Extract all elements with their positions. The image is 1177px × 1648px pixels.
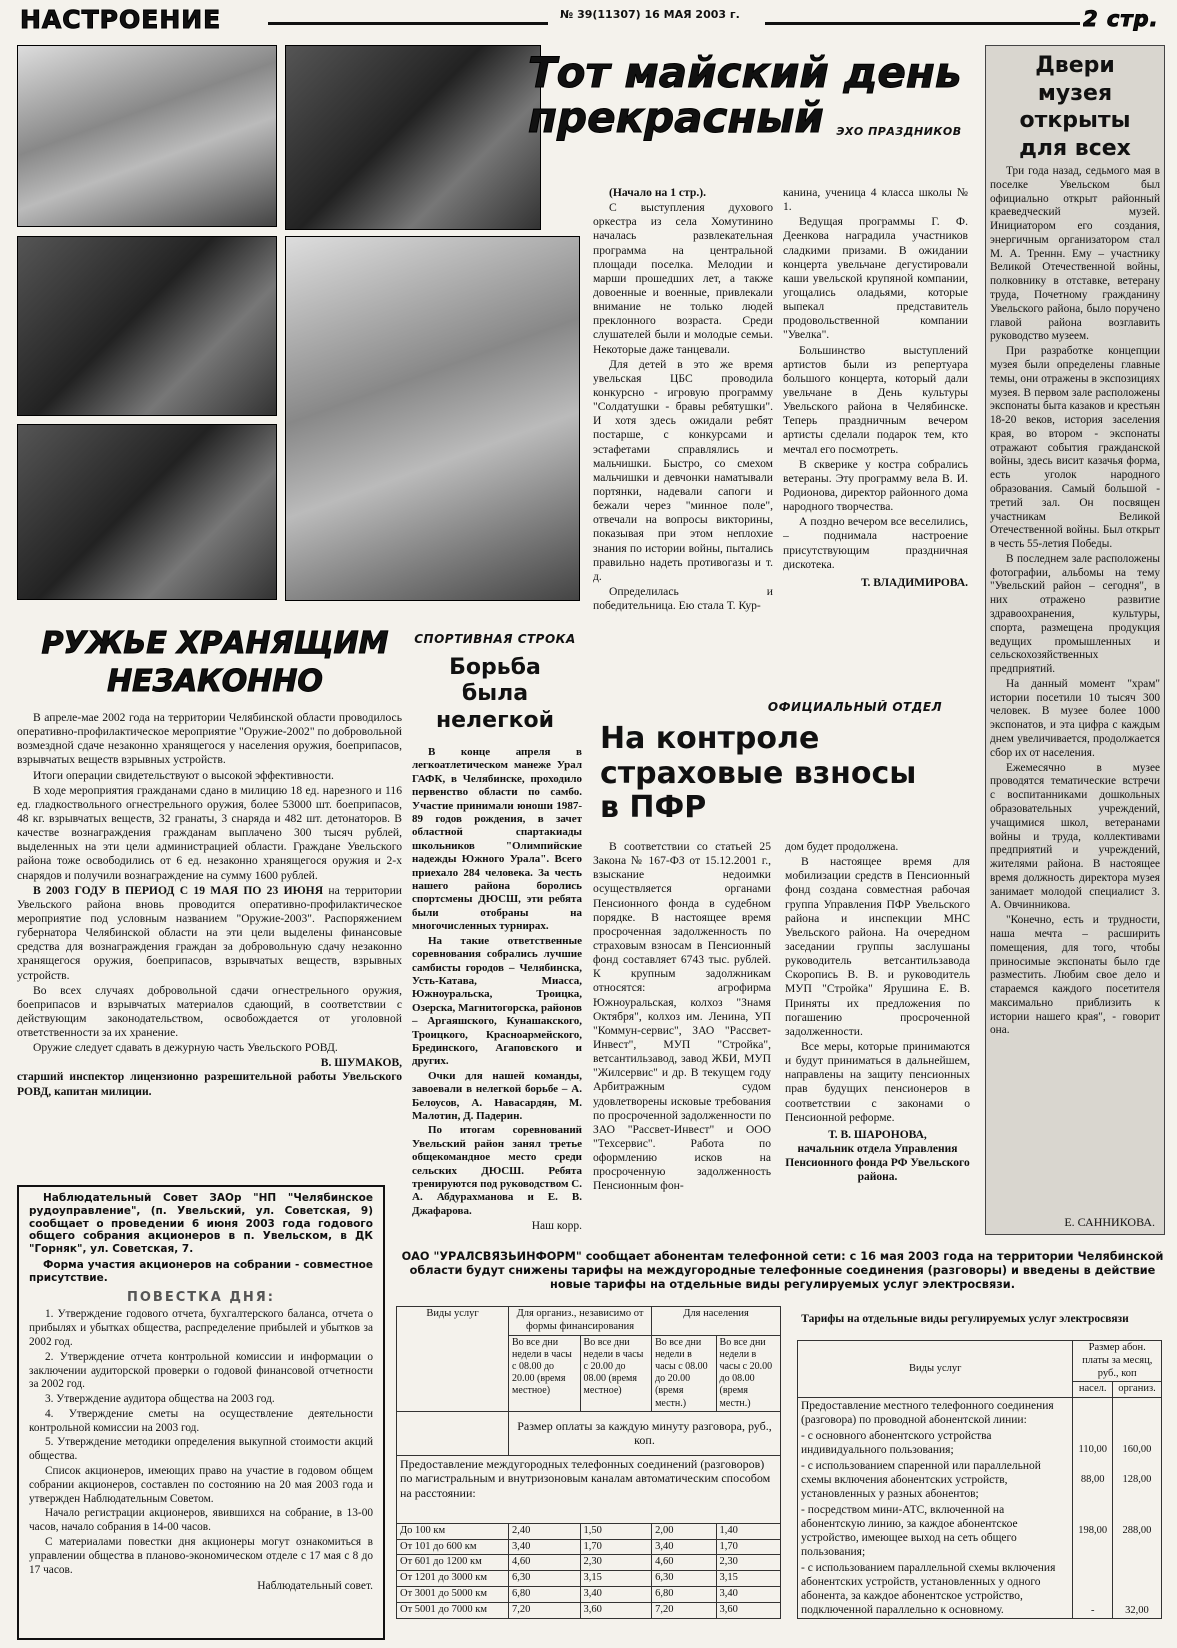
holiday-p: канина, ученица 4 класса школы № 1. [783, 186, 968, 214]
guns-p [17, 884, 402, 983]
holiday-p: С выступления духового оркестра из села Хомутинино началась развлекательная программа на центральной площади поселка. Мелодии и марши прошедших лет, а также довоенные и военные, привлекали внимание не только людей преклонного возраста. Среди слушателей были и молодые семьи. Некоторые даже танцевали. [593, 201, 773, 356]
t1-row [397, 1555, 781, 1571]
sport-p: По итогам соревнований Увельский район занял третье общекомандное место среди сельских ДЮСШ. Ребята тренируются под руководством С. А. Абдурахманова и Е. В. Джафарова. [412, 1124, 582, 1217]
long-distance-table [396, 1306, 781, 1619]
holiday-kicker: ЭХО ПРАЗДНИКОВ [836, 125, 962, 138]
t1-cell: 2,30 [580, 1555, 652, 1571]
guns-title: РУЖЬЕ ХРАНЯЩИМ НЕЗАКОННО [41, 626, 389, 699]
t2-row [798, 1458, 1162, 1502]
pension-author: Т. В. ШАРОНОВА, [828, 1128, 927, 1141]
agenda-list [29, 1308, 373, 1577]
t1-h-pop: Для населения [652, 1307, 781, 1336]
holiday-p: Ведущая программы Г. Ф. Деенкова наградила участников сладкими призами. В ожидании концерта увельчане дегустировали каши увельской крупяной компании, угощались оладьями, которые выпекал представитель продовольственной компании "Увелка". [783, 215, 968, 342]
holiday-author: Т. ВЛАДИМИРОВА. [860, 576, 968, 589]
holiday-col-2 [783, 186, 968, 666]
agenda-item: 4. Утверждение сметы на осуществление деятельности контрольной комиссии на 2003 год. [29, 1407, 373, 1434]
t1-cell: От 601 до 1200 км [397, 1555, 509, 1571]
t1-row [397, 1602, 781, 1618]
holiday-title: Тот майский день прекрасный [528, 50, 962, 143]
t1-sub: Во все дни недели в часы с 20.00 до 08.00 (время местное) [580, 1335, 652, 1411]
museum-p: На данный момент "храм" истории посетили 10 тысяч 300 человек. В музее более 1000 экспонатов, и эта цифра с каждым днем увеличивается, продолжается сбор их от населения. [990, 677, 1160, 759]
museum-p: "Конечно, есть и трудности, наша мечта – расширить помещения, для того, чтобы приносимые экспонаты было где разместить. Любим свое дело и стараемся каждого посетителя максимально приблизить к истории нашего края", - говорит она. [990, 914, 1160, 1037]
tariffs-table-2-title: Тарифы на отдельные виды регулируемых услуг электросвязи [801, 1313, 1129, 1325]
holiday-p: Большинство выступлений артистов были из репертуара большого концерта, который дали увельчане в День культуры Увельского района в Челябинске. Теперь праздничным вечером артисты сделали подарок тем, кто мечтал его посмотреть. [783, 343, 968, 456]
t1-price-label: Размер оплаты за каждую минуту разговора, руб., коп. [509, 1411, 781, 1455]
holiday-p: Для детей в это же время увельская ЦБС проводила конкурсно - игровую программу "Солдатушки - бравы ребятушки". И хотя здесь ожидали ребят постарше, с конкурсами и эстафетами справлялись и мальчишки. Быстро, со смехом мальчишки и девчонки наматывали портянки, надевали сапоги и бежали через "минное поле", отвечали на вопросы викторины, показывая при этом неплохие знания по истории войны, пытались правильно надеть противогазы и т. д. [593, 357, 773, 583]
pension-p: Все меры, которые принимаются и будут приниматься в дальнейшем, направлены на защиту пенсионных прав будущих пенсионеров в соответствии с законами о Пенсионной реформе. [785, 1039, 970, 1124]
guns-bold-rest: на территории Увельского района вновь проводится оперативно-профилактическое мероприятие под условным названием "Оружие-2003". Распоряжением губернатора Челябинской области на эти цели выделены финансовые средства для вознаграждения граждан за добровольную сдачу незаконно хранящегося оружия, боеприпасов, взрывчатых веществ, взрывных устройств. [17, 883, 402, 982]
tariffs-announcement: ОАО "УРАЛСВЯЗЬИНФОРМ" сообщает абонентам телефонной сети: с 16 мая 2003 года на территории Челябинской области будут снижены тарифы на междугородные телефонные соединения (разговоры) и введены в действие новые тарифы на отдельные виды регулируемых услуг электросвязи. [401, 1250, 1164, 1292]
guns-p: В ходе мероприятия гражданами сдано в милицию 18 ед. нарезного и 116 ед. гладкоствольного огнестрельного оружия, более 53000 шт. боеприпасов, 48 кг. взрывчатых веществ, 32 гранаты, 3 снаряда и 482 шт. детонаторов. В качестве вознаграждения гражданам выплачено 300 тысяч рублей, выделенных на эти цели администрацией области. Граждане Увельского района тоже освободились от 6 ед. незаконно хранящегося оружия и 2-х снарядов и получили вознаграждение на сумму 1600 рублей. [17, 783, 402, 882]
t2-row [798, 1428, 1162, 1458]
t2-cell: - [1073, 1560, 1113, 1619]
t2-cell: 288,00 [1112, 1502, 1161, 1560]
t1-cell: 3,60 [716, 1602, 780, 1618]
guns-position: старший инспектор лицензионно разрешительной работы Увельского РОВД, капитан милиции. [17, 1070, 402, 1098]
header-rule-left [268, 22, 548, 25]
sport-author: Наш корр. [531, 1220, 582, 1233]
photo-singer [285, 236, 580, 601]
pension-title: На контроле страховые взносы в ПФР [600, 722, 917, 825]
sport-title: Борьба была нелегкой [435, 655, 555, 733]
agenda-item: 5. Утверждение методики определения выкупной стоимости акций общества. [29, 1436, 373, 1463]
t1-cell: От 1201 до 3000 км [397, 1571, 509, 1587]
pension-p: В настоящее время для мобилизации средств в Пенсионный фонд создана совместная рабочая группа Управления ПФР Увельского района и инспекции МНС Увельского района. На очередном заседании группы заслушаны руководитель ветсантильзавода Скоропись В. В. и руководитель МУП "Стройка" Ярушина Е. В. Приняты их предложения по погашению просроченной задолженности. [785, 855, 970, 1038]
t1-h-org: Для организ., независимо от формы финансирования [509, 1307, 652, 1336]
t2-h-price: Размер абон. платы за месяц, руб., коп [1073, 1341, 1162, 1382]
sport-text [412, 746, 582, 1236]
meeting-note: Список акционеров, имеющих право на участие в годовом общем собрании акционеров, составлен по состоянию на 20 мая 2003 года и утвержден Наблюдательным Советом. [29, 1465, 373, 1505]
agenda-item: 1. Утверждение годового отчета, бухгалтерского баланса, отчета о прибылях и убытках общества, распределение прибылей и убытков за 2002 год. [29, 1308, 373, 1348]
t1-cell: 3,40 [509, 1539, 581, 1555]
t1-cell: 6,30 [652, 1571, 716, 1587]
t2-h-service: Виды услуг [798, 1341, 1073, 1398]
t2-h-pop: насел. [1073, 1382, 1113, 1398]
t2-cell: 110,00 [1073, 1428, 1113, 1458]
guns-p: Итоги операции свидетельствуют о высокой эффективности. [33, 768, 334, 782]
t1-h-service: Виды услуг [397, 1307, 509, 1412]
t2-row [798, 1502, 1162, 1560]
t1-cell: 7,20 [652, 1602, 716, 1618]
holiday-p: (Начало на 1 стр.). [609, 186, 707, 199]
t1-sub: Во все дни недели в часы с 08.00 до 20.00 (время местн.) [652, 1335, 716, 1411]
guns-bold-lead: В 2003 ГОДУ В ПЕРИОД С 19 МАЯ ПО 23 ИЮНЯ [33, 883, 324, 897]
pension-col-1 [593, 840, 771, 1235]
t2-cell: 128,00 [1112, 1458, 1161, 1502]
t1-cell: 3,40 [580, 1586, 652, 1602]
meeting-notice [17, 1185, 385, 1640]
meeting-note: С материалами повестки дня акционеры могут ознакомиться в управлении общества в планово-экономическом отделе с 17 мая с 8 до 17 часов. [29, 1535, 373, 1576]
t1-cell: 2,00 [652, 1523, 716, 1539]
agenda-title: ПОВЕСТКА ДНЯ: [126, 1289, 275, 1305]
regulated-services-table [797, 1340, 1162, 1619]
t1-cell: 7,20 [509, 1602, 581, 1618]
t1-cell: 2,30 [716, 1555, 780, 1571]
meeting-note: Начало регистрации акционеров, явившихся на собрание, в 13-00 часов, начало собрания в 14-00 часов. [29, 1507, 373, 1534]
tariffs-table-1 [396, 1306, 781, 1644]
t1-service-desc: Предоставление междугородных телефонных соединений (разговоров) по магистральным и внутризоновым каналам автоматическим способом на расстоянии: [397, 1455, 781, 1523]
guns-text [17, 711, 402, 1175]
t1-cell: 4,60 [652, 1555, 716, 1571]
header-rule-right [765, 22, 1080, 25]
photo-award [17, 424, 277, 600]
holiday-p: Определилась и победительница. Ею стала Т. Кур- [593, 584, 773, 613]
t2-row [798, 1560, 1162, 1619]
t2-cell: - с использованием спаренной или параллельной схемы включения абонентских устройств, установленных у разных абонентов; [798, 1458, 1073, 1502]
pension-kicker: ОФИЦИАЛЬНЫЙ ОТДЕЛ [767, 700, 943, 714]
guns-p: В апреле-мае 2002 года на территории Челябинской области проводилось оперативно-профилактическое мероприятие "Оружие-2002" по добровольной возмездной сдаче незаконно хранящегося у населения оружия, боеприпасов, взрывчатых веществ взрывных устройств. [17, 711, 402, 767]
photo-bicycle-race [17, 45, 277, 227]
t1-row [397, 1571, 781, 1587]
t1-cell: 1,70 [716, 1539, 780, 1555]
t1-sub: Во все дни недели в часы с 20.00 до 08.00 (время местн.) [716, 1335, 780, 1411]
t1-cell: 2,40 [509, 1523, 581, 1539]
t2-h-org: организ. [1112, 1382, 1161, 1398]
museum-p: Ежемесячно в музее проводятся тематические встречи с воспитанниками дошкольных образовательных учреждений, учащимися школ, ветеранами войны и труда, коллективами предприятий и учреждений, жителями района. В настоящее время должность директора музея занимает молодой специалист З. А. Овчинникова. [990, 761, 1160, 912]
t2-cell: - с основного абонентского устройства индивидуального пользования; [798, 1428, 1073, 1458]
guns-author: В. ШУМАКОВ, [320, 1057, 402, 1070]
t1-sub: Во все дни недели в часы с 08.00 до 20.00 (время местное) [509, 1335, 581, 1411]
meeting-form: Форма участия акционеров на собрании - совместное присутствие. [29, 1258, 373, 1284]
t2-cell: 32,00 [1112, 1560, 1161, 1619]
t1-cell: От 5001 до 7000 км [397, 1602, 509, 1618]
t1-row [397, 1539, 781, 1555]
guns-p: Во всех случаях добровольной сдачи огнестрельного оружия, боеприпасов и взрывчатых материалов сдающий, в соответствии с действующим законодательством, освобождается от уголовной ответственности за их хранение. [17, 983, 402, 1040]
t1-cell: 3,15 [716, 1571, 780, 1587]
t2-cell: 198,00 [1073, 1502, 1113, 1560]
t1-row [397, 1523, 781, 1539]
section-title: НАСТРОЕНИЕ [20, 5, 222, 34]
t1-row [397, 1586, 781, 1602]
agenda-item: 2. Утверждение отчета контрольной комиссии и информации о заключении аудиторской проверки о годовой финансовой отчетности за 2002 год. [29, 1350, 373, 1391]
t1-cell: До 100 км [397, 1523, 509, 1539]
meeting-intro: Наблюдательный Совет ЗАОр "НП "Челябинское рудоуправление", (п. Увельский, ул. Советская, 9) сообщает о проведении 6 июня 2003 года годового общего собрания акционеров в п. Увельском, в ДК "Горняк", ул. Советская, 7. [29, 1192, 373, 1256]
pension-p: В соответствии со статьей 25 Закона № 167-ФЗ от 15.12.2001 г., взыскание недоимки осуществляется органами Пенсионного фонда в судебном порядке. В настоящее время просроченная задолженность по страховым взносам в Пенсионный фонд составляет 6743 тыс. рублей. К крупным задолжникам относятся: агрофирма Южноуральская, колхоз "Знамя Октября", колхоз им. Ленина, УП "Коммун-сервис", ЗАО "Рассвет-Инвест", МУП "Стройка", ветсантильзавод, завод ЖБИ, МУП "Жилсервис" и др. В текущем году Арбитражным судом удовлетворены исковые требования по просроченной задолженности по ЗАО "Рассвет-Инвест" и ООО "Техсервис". Работа по оформлению исков на просроченную задолженность Пенсионным фон- [593, 840, 771, 1193]
t2-cell: 160,00 [1112, 1428, 1161, 1458]
museum-p: При разработке концепции музея были определены главные темы, они отражены в экспозициях музея. В первом зале расположены экспонаты быта казаков и крестьян 18-20 веков, история заселения края, во втором - экспонаты отражают события гражданской войны, здесь висит казачья форма, есть уголок народного образования. Самый большой - третий зал. Он посвящен участникам Великой Отечественной войны. Был открыт в честь 55-летия Победы. [990, 345, 1160, 551]
guns-p: Оружие следует сдавать в дежурную часть Увельского РОВД. [33, 1041, 338, 1055]
t1-cell: 1,40 [716, 1523, 780, 1539]
t2-desc: Предоставление местного телефонного соединения (разговора) по проводной абонентской линии: [798, 1398, 1073, 1429]
t1-cell: 3,40 [716, 1586, 780, 1602]
sport-p: Очки для нашей команды, завоевали в нелегкой борьбе – А. Белоусов, А. Навасардян, М. Малотин, Д. Падерин. [412, 1069, 582, 1122]
t1-cell: 1,50 [580, 1523, 652, 1539]
pension-position: начальник отдела Управления Пенсионного фонда РФ Увельского района. [785, 1142, 970, 1183]
museum-p: Три года назад, седьмого мая в поселке Увельском был официально открыт районный краеведческий музей. Инициатором его создания, энергичным организатором стал М. А. Треннн. Ему – участнику Великой Отечественной войны, полковнику в отставке, ветерану труда, Почетному гражданину Увельского района, было поручено главой района возглавить руководство музеем. [990, 165, 1160, 343]
t1-cell: 6,80 [652, 1586, 716, 1602]
museum-title: Двери музея открыты для всех [1019, 53, 1131, 161]
holiday-p: А поздно вечером все веселились, – поднимала настроение присутствующим праздничная дискотека. [783, 515, 968, 571]
t1-cell: 3,40 [652, 1539, 716, 1555]
agenda-item: 3. Утверждение аудитора общества на 2003 год. [45, 1393, 275, 1406]
pension-col-2 [785, 840, 970, 1235]
photo-runners [285, 45, 541, 230]
sport-p: На такие ответственные соревнования собрались лучшие самбисты городов – Челябинска, Усть-Катава, Миасса, Южноуральска, Троицка, Озерска, Магнитогорска, районов – Аргаяшского, Кунашакского, Троицкого, Красноармейского, Брединского, Агаповского и других. [412, 934, 582, 1068]
t1-cell: От 3001 до 5000 км [397, 1586, 509, 1602]
museum-author: Е. САННИКОВА. [1064, 1215, 1155, 1229]
issue-info: № 39(11307) 16 МАЯ 2003 г. [560, 8, 740, 21]
t2-cell: - посредством мини-АТС, включенной на абонентскую линию, за каждое абонентское устройство, имеющее выход на сеть общего пользования; [798, 1502, 1073, 1560]
t2-cell: 88,00 [1073, 1458, 1113, 1502]
photo-ambulance [17, 236, 277, 416]
pension-p: дом будет продолжена. [785, 840, 899, 853]
t1-cell: От 101 до 600 км [397, 1539, 509, 1555]
t1-cell: 1,70 [580, 1539, 652, 1555]
holiday-col-1 [593, 186, 773, 686]
sport-p: В конце апреля в легкоатлетическом манеже Урал ГАФК, в Челябинске, проходило первенство области по самбо. Участие принимали юноши 1987-89 годов рождения, в зачет областной спартакиады школьников "Олимпийские надежды Южного Урала". Всего приехало 284 человека. За честь нашего района боролись спортсмены ДЮСШ, эти ребята были отобраны на многочисленных турнирах. [412, 746, 582, 933]
t1-cell: 4,60 [509, 1555, 581, 1571]
museum-text [990, 165, 1160, 1195]
t1-cell: 3,60 [580, 1602, 652, 1618]
meeting-sign: Наблюдательный совет. [257, 1580, 373, 1593]
sport-kicker: СПОРТИВНАЯ СТРОКА [414, 632, 576, 646]
t1-cell: 6,30 [509, 1571, 581, 1587]
t1-cell: 6,80 [509, 1586, 581, 1602]
t2-cell: - с использованием параллельной схемы включения абонентских устройств, установленных у одного абонента, за каждое абонентское устройство, подключенной параллельно к основному. [798, 1560, 1073, 1619]
t1-cell: 3,15 [580, 1571, 652, 1587]
holiday-p: В скверике у костра собрались ветераны. Эту программу вела В. И. Родионова, директор районного дома народного творчества. [783, 457, 968, 514]
page-number: 2 стр. [1083, 7, 1159, 31]
tariffs-table-2 [797, 1340, 1162, 1643]
museum-p: В последнем зале расположены фотографии, альбомы на тему "Увельский район – сегодня", в них отражено развитие здравоохранения, культуры, спорта, размещена продукция ведущих промышленных и сельскохозяйственных предприятий. [990, 552, 1160, 676]
